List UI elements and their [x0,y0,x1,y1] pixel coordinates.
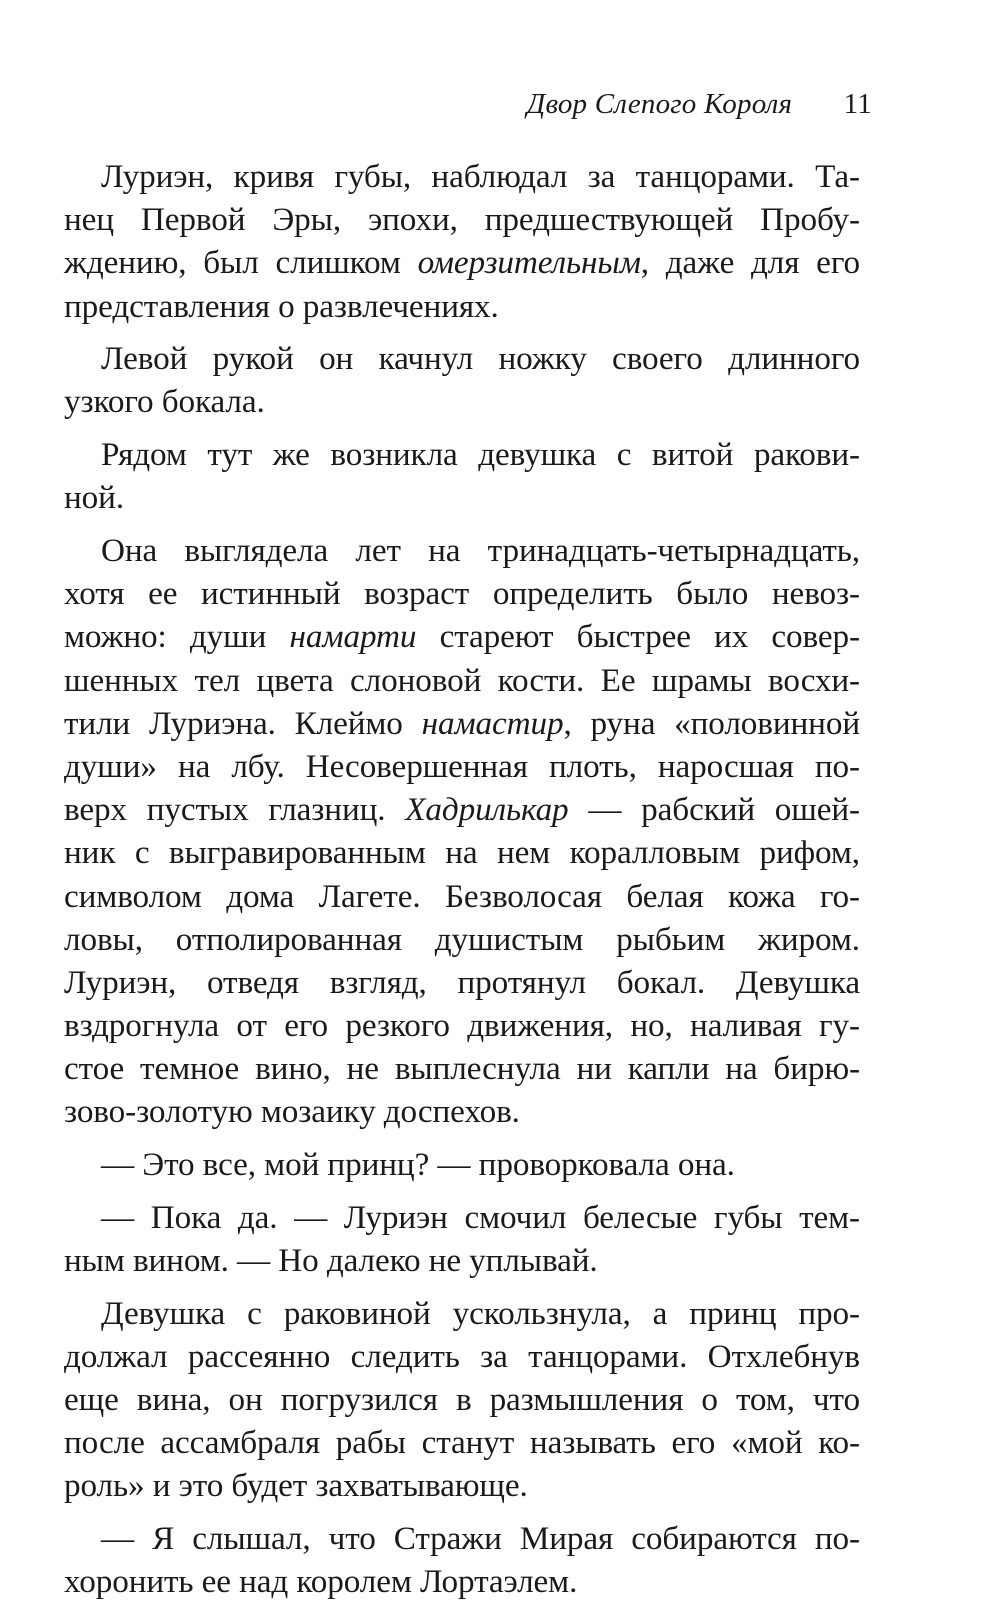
text-run: хоронить ее над королем Лортаэлем. [64,1563,578,1601]
text-line [64,337,860,380]
text-run: узкого бокала. [64,383,265,421]
text-run: ник с выгравированным на нем коралловым рифом, [64,834,860,872]
paragraph-gap [64,1282,860,1292]
text-line [64,745,860,788]
text-line [64,380,860,423]
text-line [64,1196,860,1239]
text-run: представления о развлечениях. [64,287,499,325]
text-line [64,918,860,961]
text-line [64,1239,860,1282]
text-line [64,788,860,831]
text-line [64,433,860,476]
text-line [64,961,860,1004]
text-line [64,1143,860,1186]
text-run: Рядом тут же возникла девушка с витой ракови- [101,436,860,474]
paragraph [64,1292,860,1508]
paragraph [64,155,860,328]
text-line [64,702,860,745]
text-run: Луриэн, отведя взгляд, протянул бокал. Девушка [64,963,860,1001]
text-run: — рабский ошей- [568,791,860,829]
text-line [64,476,860,519]
page-number: 11 [843,88,872,120]
text-run: вздрогнула от его резкого движения, но, наливая гу- [64,1007,860,1045]
text-line [64,198,860,241]
text-run: можно: души [64,618,290,656]
text-run: ждению, был слишком [64,244,418,282]
text-run: после ассамбраля рабы станут называть его «мой ко- [64,1424,860,1462]
text-run: Левой рукой он качнул ножку своего длинного [101,340,860,378]
paragraph [64,1196,860,1282]
italic-term: намарти [289,618,417,656]
paragraph-gap [64,1134,860,1144]
text-run: должал рассеянно следить за танцорами. Отхлебнув [64,1337,860,1375]
paragraph-gap [64,520,860,530]
text-line [64,1517,860,1560]
text-run: , даже для его [640,244,860,282]
text-run: роль» и это будет захватывающе. [64,1467,528,1505]
text-line [64,615,860,658]
text-line [64,1292,860,1335]
paragraph-gap [64,1186,860,1196]
paragraph [64,529,860,1134]
text-line [64,285,860,328]
text-run: тили Луриэна. Клеймо [64,704,422,742]
italic-term: намастир [421,704,564,742]
text-run: еще вина, он погрузился в размышления о том, что [64,1381,860,1419]
paragraph-gap [64,328,860,338]
text-line [64,1047,860,1090]
text-run: ным вином. — Но далеко не уплывай. [64,1242,598,1279]
text-line [64,1004,860,1047]
text-run: хотя ее истинный возраст определить было невоз- [64,575,860,613]
text-run: души» на лбу. Несовершенная плоть, наросшая по- [64,747,860,785]
text-line [64,1464,860,1507]
italic-term: омерзительным [417,244,641,282]
text-run: шенных тел цвета слоновой кости. Ее шрамы восхи- [64,661,860,699]
text-run: ной. [64,479,125,517]
running-head [527,88,872,121]
text-line [64,1560,860,1603]
paragraph [64,433,860,519]
running-head-title: Двор Слепого Короля [526,88,793,120]
text-line [64,659,860,702]
text-run: зово-золотую мозаику доспехов. [64,1093,520,1131]
text-line [64,875,860,918]
text-run: верх пустых глазниц. [64,791,406,829]
text-line [64,831,860,874]
text-line [64,241,860,284]
text-run: ловы, отполированная душистым рыбьим жиром. [64,920,860,958]
text-run: — Это все, мой принц? — проворковала она. [101,1146,735,1184]
text-run: символом дома Лагете. Безволосая белая кожа го- [64,877,860,915]
text-run: Девушка с раковиной ускользнула, а принц про- [101,1294,860,1332]
text-run: нец Первой Эры, эпохи, предшествующей Пробу- [64,201,860,239]
paragraph-gap [64,424,860,434]
paragraph-gap [64,1508,860,1518]
paragraph [64,1517,860,1603]
text-line [64,1421,860,1464]
text-run: — Я слышал, что Стражи Мирая собираются по- [101,1520,860,1558]
text-run: стареют быстрее их совер- [416,618,861,656]
text-line [64,1090,860,1133]
text-run: стое темное вино, не выплеснула ни капли на бирю- [64,1050,860,1088]
paragraph [64,337,860,423]
body-text [64,155,860,1604]
text-line [64,572,860,615]
text-run: Луриэн, кривя губы, наблюдал за танцорами. Та- [101,158,860,195]
text-line [64,1335,860,1378]
text-line [64,1378,860,1421]
paragraph [64,1143,860,1186]
text-line [64,155,860,198]
text-run: Она выглядела лет на тринадцать-четырнадцать, [101,532,860,569]
italic-term: Хадрилькар [405,791,569,829]
text-run: , руна «половинной [563,704,860,742]
text-line [64,529,860,572]
text-run: — Пока да. — Луриэн смочил белесые губы тем- [101,1198,860,1236]
